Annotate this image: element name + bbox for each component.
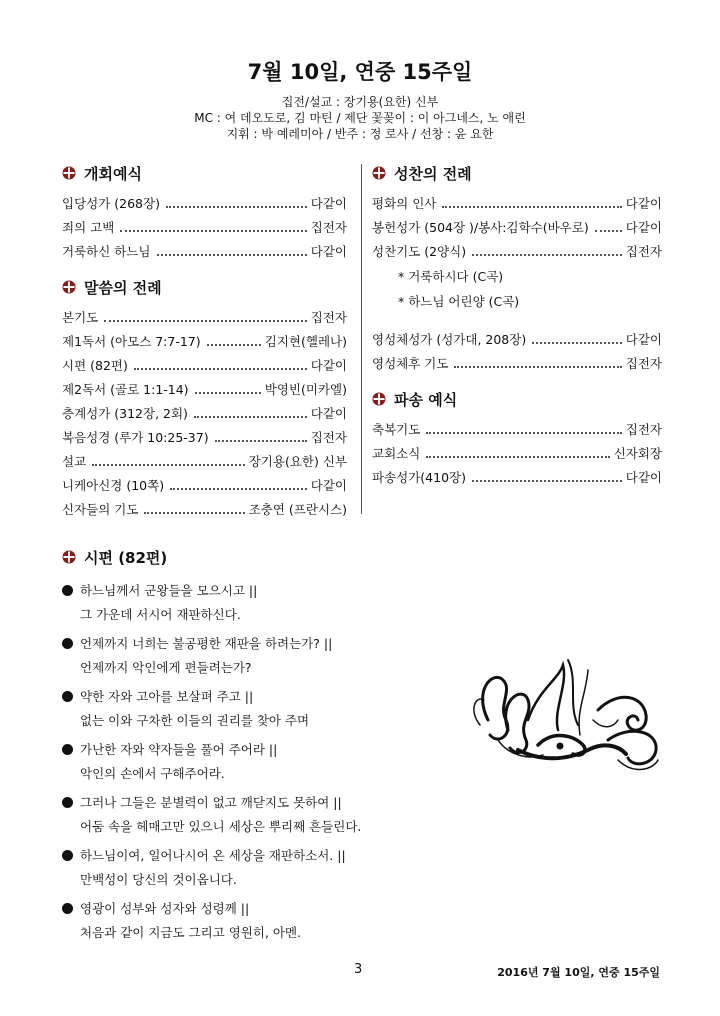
bullet-icon: [62, 903, 73, 914]
order-row: 죄의 고백 집전자: [62, 220, 347, 235]
bullet-icon: [62, 850, 73, 861]
psalm-verse: 약한 자와 고아를 보살펴 주고 || 없는 이와 구차한 이들의 권리를 찾아 주며: [62, 684, 462, 732]
order-row: 니케아신경 (10쪽) 다같이: [62, 478, 347, 493]
bullet-icon: [62, 797, 73, 808]
psalm-verse: 가난한 자와 약자들을 풀어 주어라 || 악인의 손에서 구해주어라.: [62, 737, 462, 785]
credit-line-officiant: 집전/설교 : 장기용(요한) 신부: [281, 95, 439, 109]
order-row: 제2독서 (골로 1:1-14) 박영빈(미카엘): [62, 382, 347, 397]
order-row: 거룩하신 하느님 다같이: [62, 244, 347, 259]
column-divider: [361, 164, 362, 514]
psalm-verse: 하느님께서 군왕들을 모으시고 || 그 가운데 서시어 재판하신다.: [62, 578, 462, 626]
order-row: 봉헌성가 (504장 )/봉사:김학수(바우로) 다같이: [372, 220, 662, 235]
order-row: 설교 장기용(요한) 신부: [62, 454, 347, 469]
order-row: 복음성경 (루가 10:25-37) 집전자: [62, 430, 347, 445]
page-title: 7월 10일, 연중 15주일: [247, 60, 473, 84]
left-column: [62, 160, 347, 518]
order-row: 신자들의 기도 조충연 (프란시스): [62, 502, 347, 517]
order-row: 층계성가 (312장, 2회) 다같이: [62, 406, 347, 421]
section-heading-psalm: 시편 (82편): [62, 544, 462, 570]
order-row: 시편 (82편) 다같이: [62, 358, 347, 373]
section-heading-dismissal: 파송 예식: [372, 386, 662, 412]
page-number: 3: [354, 962, 363, 977]
psalm-verse: 영광이 성부와 성자와 성령께 || 처음과 같이 지금도 그리고 영원히, 아멘.: [62, 896, 462, 944]
bullet-icon: [62, 744, 73, 755]
sub-item: * 하느님 어린양 (C곡): [398, 294, 520, 309]
order-row: 축복기도 집전자: [372, 422, 662, 437]
cross-circle-icon: [62, 166, 76, 180]
cross-circle-icon: [372, 166, 386, 180]
credit-line-music: 지휘 : 박 예레미아 / 반주 : 정 로사 / 선창 : 윤 요한: [226, 127, 494, 141]
section-heading-eucharist: 성찬의 전례: [372, 160, 662, 186]
psalm-verse: 언제까지 너희는 불공평한 재판을 하려는가? || 언제까지 악인에게 편들려는가?: [62, 631, 462, 679]
psalm-verse: 그러나 그들은 분별력이 없고 깨닫지도 못하여 || 어둠 속을 헤매고만 있으니 세상은 뿌리째 흔들린다.: [62, 790, 462, 838]
order-row: 본기도 집전자: [62, 310, 347, 325]
order-row: 파송성가(410장) 다같이: [372, 470, 662, 485]
bullet-icon: [62, 691, 73, 702]
order-row: 제1독서 (아모스 7:7-17) 김지현(헬레나): [62, 334, 347, 349]
order-row: 교회소식 신자회장: [372, 446, 662, 461]
bullet-icon: [62, 585, 73, 596]
order-row: 입당성가 (268장) 다같이: [62, 196, 347, 211]
cross-circle-icon: [62, 280, 76, 294]
section-heading-word: 말씀의 전례: [62, 274, 347, 300]
cross-circle-icon: [62, 550, 76, 564]
right-column: [372, 160, 662, 486]
credits: [0, 94, 720, 142]
sub-item: * 거룩하시다 (C곡): [398, 269, 504, 284]
cross-circle-icon: [372, 392, 386, 406]
order-row: 평화의 인사 다같이: [372, 196, 662, 211]
psalm-verse: 하느님이여, 일어나시어 온 세상을 재판하소서. || 만백성이 당신의 것이옵니다.: [62, 843, 462, 891]
dove-flame-icon: [468, 650, 668, 780]
order-row: 성찬기도 (2양식) 집전자: [372, 244, 662, 259]
credit-line-mc: MC : 여 데오도로, 김 마틴 / 제단 꽃꽂이 : 이 아그네스, 노 애린: [194, 111, 526, 125]
psalm-section: [62, 544, 462, 949]
order-row: 영성체후 기도 집전자: [372, 356, 662, 371]
bullet-icon: [62, 638, 73, 649]
section-heading-opening: 개회예식: [62, 160, 347, 186]
order-row: 영성체성가 (성가대, 208장) 다같이: [372, 332, 662, 347]
footer-date: 2016년 7월 10일, 연중 15주일: [497, 966, 660, 979]
